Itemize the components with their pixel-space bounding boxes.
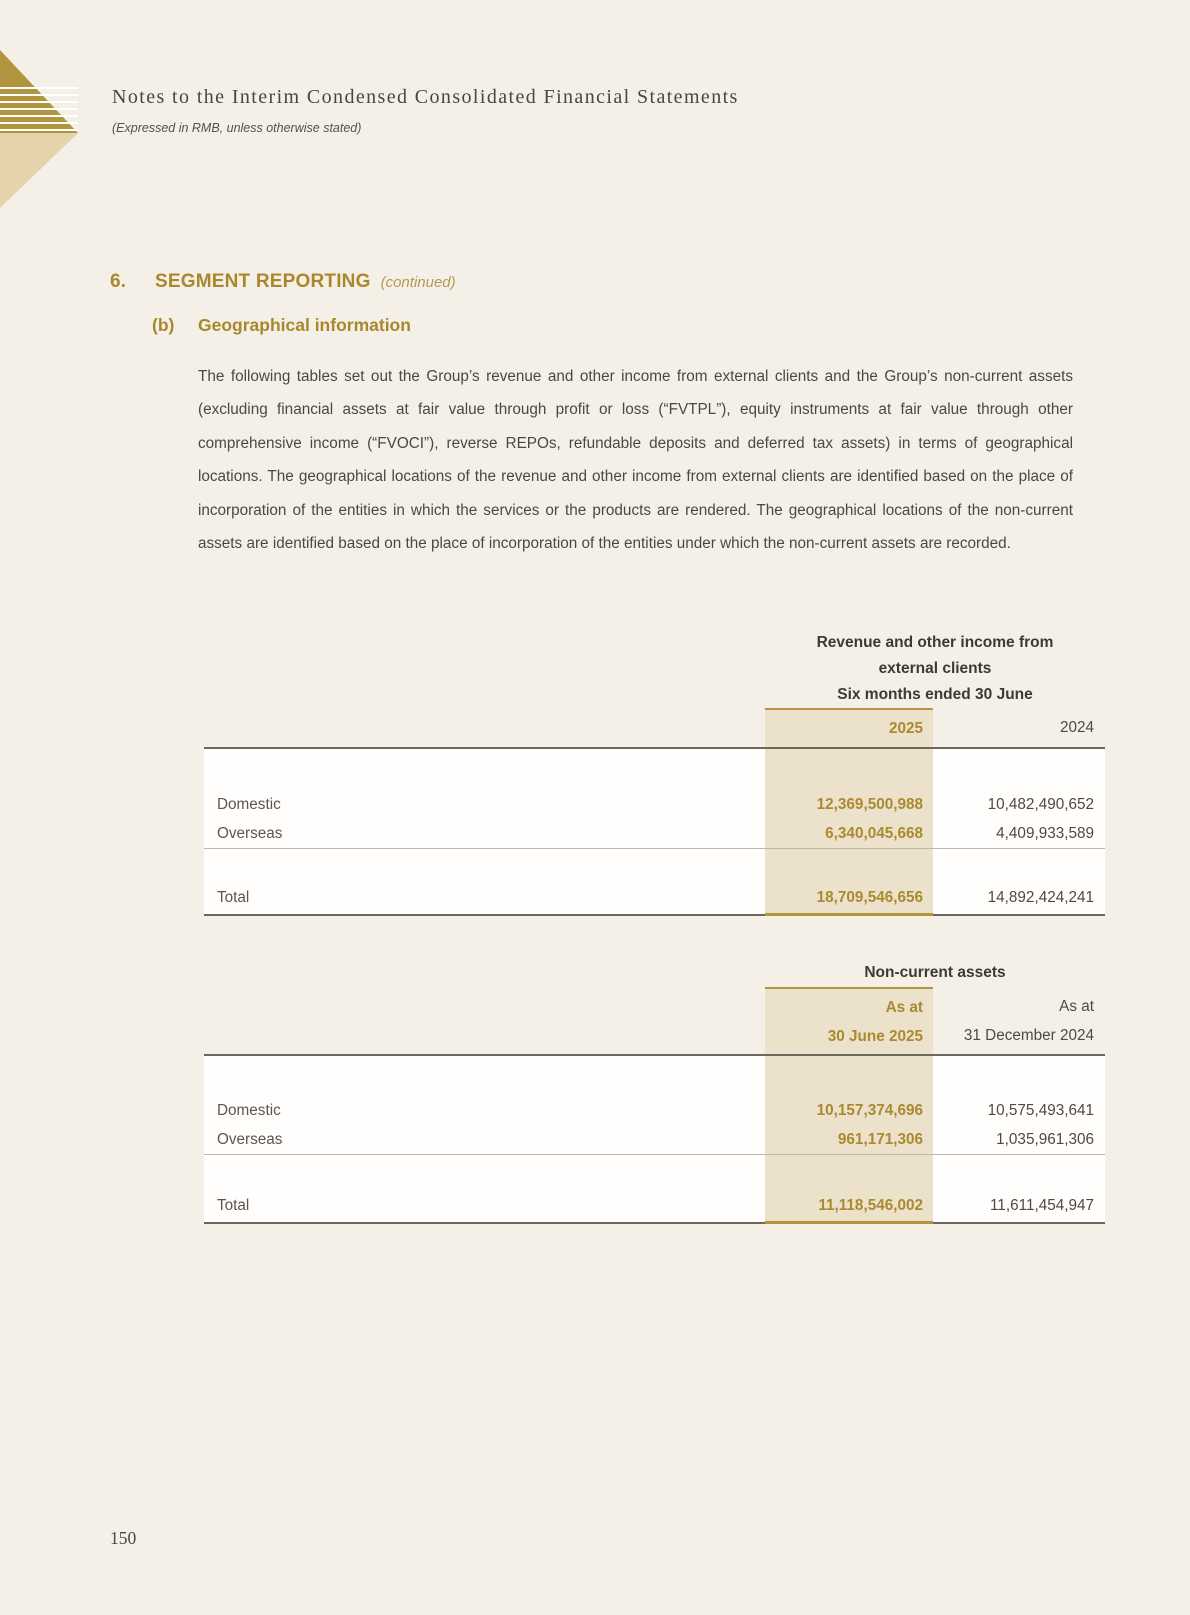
noncurrent-row-overseas-label: Overseas (204, 1126, 765, 1155)
revenue-header-spacer-cell (204, 708, 765, 749)
page-title: Notes to the Interim Condensed Consolidated Financial Statements (112, 86, 739, 108)
revenue-column-header-2025: 2025 (765, 708, 933, 749)
spacer-cell (765, 749, 933, 790)
revenue-table-heading (765, 630, 1105, 708)
page-number: 150 (110, 1528, 137, 1548)
revenue-overseas-2025: 6,340,045,668 (765, 820, 933, 849)
noncurrent-total-2024: 11,611,454,947 (933, 1190, 1105, 1224)
noncurrent-domestic-2025: 10,157,374,696 (765, 1096, 933, 1126)
revenue-heading-line2: external clients (878, 660, 992, 677)
noncurrent-asat-2024: As at (1059, 997, 1094, 1015)
noncurrent-row-total-label: Total (204, 1190, 765, 1224)
spacer-cell (933, 1155, 1105, 1190)
noncurrent-total-2025: 11,118,546,002 (765, 1190, 933, 1224)
section-continued-note: (continued) (380, 274, 456, 291)
revenue-table (204, 708, 1105, 916)
noncurrent-domestic-2024: 10,575,493,641 (933, 1096, 1105, 1126)
spacer-cell (204, 849, 765, 882)
revenue-total-2025: 18,709,546,656 (765, 882, 933, 916)
body-paragraph: The following tables set out the Group’s revenue and other income from external clients and the Group’s non-current assets (excluding financial assets at fair value through profit or loss (“FVTPL”), equity instruments at fair value through other comprehensive income (“FVOCI”), reverse REPOs, refundable deposits and deferred tax assets) in terms of geographical locations. The geographical locations of the revenue and other income from external clients are identified based on the place of incorporation of the entities in which the services or the products are rendered. The geographical locations of the non-current assets are identified based on the place of incorporation of the entities under which the non-current assets are recorded. (198, 368, 1073, 553)
spacer-cell (933, 1056, 1105, 1096)
noncurrent-table-heading (765, 960, 1105, 986)
revenue-row-overseas-label: Overseas (204, 820, 765, 849)
revenue-domestic-2024: 10,482,490,652 (933, 790, 1105, 820)
revenue-column-header-2024: 2024 (933, 708, 1105, 749)
section-number: 6. (110, 271, 126, 292)
spacer-cell (204, 1056, 765, 1096)
noncurrent-header-spacer-cell (204, 987, 765, 1056)
noncurrent-table (204, 987, 1105, 1224)
noncurrent-asat-2025: As at (885, 998, 923, 1016)
section-title: SEGMENT REPORTING (155, 271, 371, 292)
noncurrent-date-2024: 31 December 2024 (963, 1026, 1094, 1044)
revenue-overseas-2024: 4,409,933,589 (933, 820, 1105, 849)
noncurrent-overseas-2024: 1,035,961,306 (933, 1126, 1105, 1155)
subsection-title: Geographical information (198, 315, 411, 335)
spacer-cell (933, 749, 1105, 790)
corner-triangle-decoration (0, 48, 80, 210)
noncurrent-column-header-2024 (933, 987, 1105, 1056)
document-header (112, 86, 739, 135)
noncurrent-row-domestic-label: Domestic (204, 1096, 765, 1126)
spacer-cell (765, 849, 933, 882)
revenue-row-total-label: Total (204, 882, 765, 916)
revenue-row-domestic-label: Domestic (204, 790, 765, 820)
noncurrent-heading: Non-current assets (864, 964, 1006, 981)
spacer-cell (933, 849, 1105, 882)
subsection-heading (152, 315, 411, 336)
spacer-cell (204, 1155, 765, 1190)
noncurrent-overseas-2025: 961,171,306 (765, 1126, 933, 1155)
page-subtitle: (Expressed in RMB, unless otherwise stated) (112, 121, 362, 135)
revenue-period-label: Six months ended 30 June (837, 686, 1033, 703)
revenue-total-2024: 14,892,424,241 (933, 882, 1105, 916)
revenue-heading-line1: Revenue and other income from (816, 634, 1054, 651)
subsection-label: (b) (152, 315, 175, 335)
revenue-domestic-2025: 12,369,500,988 (765, 790, 933, 820)
spacer-cell (765, 1056, 933, 1096)
spacer-cell (204, 749, 765, 790)
spacer-cell (765, 1155, 933, 1190)
noncurrent-date-2025: 30 June 2025 (827, 1027, 923, 1045)
noncurrent-column-header-2025 (765, 987, 933, 1056)
section-heading (110, 271, 456, 293)
